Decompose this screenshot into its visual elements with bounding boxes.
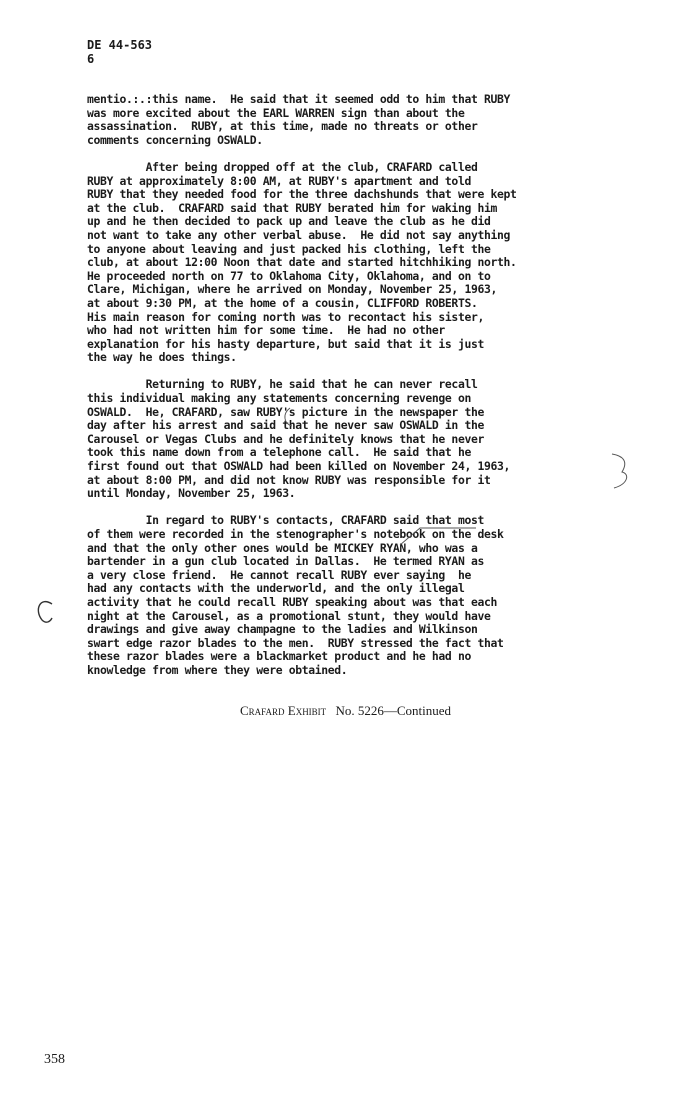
text-line: at about 9:30 PM, at the home of a cousin, CLIFFORD ROBERTS.	[87, 295, 478, 310]
margin-check-mark	[38, 602, 52, 623]
text-line: the way he does things.	[87, 350, 237, 365]
text-line: to anyone about leaving and just packed his clothing, left the	[87, 241, 491, 256]
page-number: 358	[44, 1052, 65, 1067]
exhibit-name: Crafard Exhibit	[239, 703, 327, 718]
text-line: explanation for his hasty departure, but said that it is just	[87, 336, 484, 351]
text-line: activity that he could recall RUBY speaking about was that each	[87, 594, 497, 609]
text-line: swart edge razor blades to the men. RUBY stressed the fact that	[87, 635, 504, 650]
text-line: assassination. RUBY, at this time, made no threats or other	[87, 119, 478, 134]
text-line: day after his arrest and said that he never saw OSWALD in the	[87, 418, 484, 433]
text-line: was more excited about the EARL WARREN sign than about the	[87, 105, 465, 120]
text-line: Clare, Michigan, where he arrived on Monday, November 25, 1963,	[87, 282, 497, 297]
text-line: at the club. CRAFARD said that RUBY berated him for waking him	[87, 200, 497, 215]
text-line: club, at about 12:00 Noon that date and started hitchhiking north.	[87, 255, 517, 270]
text-line: this individual making any statements concerning revenge on	[87, 391, 471, 406]
text-line: comments concerning OSWALD.	[87, 132, 263, 147]
text-line: and that the only other ones would be MICKEY RYAN, who was a	[87, 540, 478, 555]
text-line: After being dropped off at the club, CRAFARD called	[87, 159, 478, 174]
text-line: who had not written him for some time. He had no other	[87, 323, 445, 338]
text-line: up and he then decided to pack up and leave the club as he did	[87, 214, 491, 229]
document-id: DE 44-563	[87, 38, 153, 52]
text-line: In regard to RUBY's contacts, CRAFARD said that most	[87, 513, 484, 528]
text-line: His main reason for coming north was to recontact his sister,	[87, 309, 484, 324]
text-line: at about 8:00 PM, and did not know RUBY was responsible for it	[87, 472, 491, 487]
text-line: until Monday, November 25, 1963.	[87, 486, 296, 501]
text-line: RUBY at approximately 8:00 AM, at RUBY's apartment and told	[87, 173, 471, 188]
text-line: of them were recorded in the stenographer's notebook on the desk	[87, 527, 504, 541]
text-line: a very close friend. He cannot recall RUBY ever saying he	[87, 567, 471, 582]
text-line: bartender in a gun club located in Dallas. He termed RYAN as	[87, 554, 484, 569]
header-page-number: 6	[87, 52, 95, 66]
text-line: drawings and give away champagne to the ladies and Wilkinson	[87, 622, 478, 637]
text-line: first found out that OSWALD had been killed on November 24, 1963,	[87, 459, 511, 474]
text-line: knowledge from where they were obtained.	[87, 662, 348, 677]
text-line: Returning to RUBY, he said that he can never recall	[87, 377, 478, 392]
text-line: had any contacts with the underworld, and the only illegal	[87, 581, 465, 596]
text-line: these razor blades were a blackmarket product and he had no	[87, 649, 471, 664]
bracket-underline	[400, 528, 476, 545]
text-line: RUBY that they needed food for the three dachshunds that were kept	[87, 187, 517, 202]
text-line: OSWALD. He, CRAFARD, saw RUBY's picture in the newspaper the	[87, 404, 484, 419]
exhibit-number: No. 5226	[335, 703, 384, 718]
text-line: took this name down from a telephone call. He said that he	[87, 445, 471, 460]
margin-bracket-mark	[612, 454, 627, 488]
text-line: Carousel or Vegas Clubs and he definitely knows that he never	[87, 431, 484, 446]
text-line: mentio.:.:this name. He said that it seemed odd to him that RUBY	[87, 92, 511, 106]
text-line: He proceeded north on 77 to Oklahoma City, Oklahoma, and on to	[87, 268, 491, 283]
text-line: night at the Carousel, as a promotional stunt, they would have	[87, 608, 491, 623]
circle-mark	[285, 408, 292, 426]
exhibit-status: —Continued	[383, 703, 451, 718]
text-line: not want to take any other verbal abuse. He did not say anything	[87, 227, 511, 242]
exhibit-caption	[0, 703, 691, 719]
